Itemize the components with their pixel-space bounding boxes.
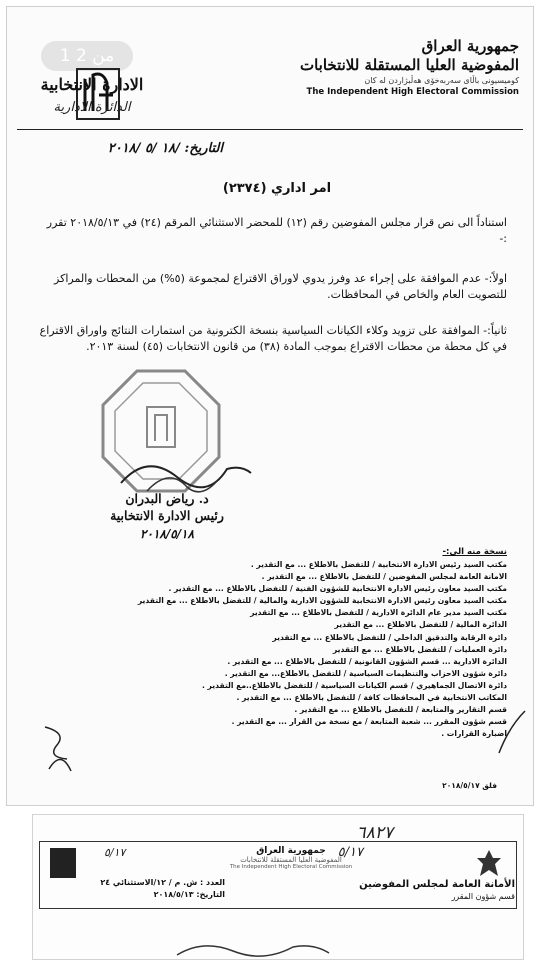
list-item: مكتب السيد معاون رئيس الادارة الانتخابية للشؤون الادارية والمالية / للتفضل بالاطلاع ... مع التقدير [137,596,507,606]
copies-heading: نسخة منه الى:- [442,547,507,557]
ink-date: ٥/١٧ [337,845,363,860]
commission-name-arabic: المفوضية العليا المستقلة للانتخابات [240,856,342,864]
signer-title: رئيس الادارة الانتخابية [110,508,224,523]
ink-number: ٦٨٢٧ [356,823,393,843]
commission-name-english: The Independent High Electoral Commission [229,864,353,870]
letterhead-commission [283,37,519,98]
list-item: الامانة العامة لمجلس المفوضين / للتفضل بالاطلاع ... مع التقدير . [261,572,507,582]
republic-title: جمهورية العراق [421,37,519,55]
signer-name: د. رياض البدران [125,491,209,506]
section-name: قسم شؤون المقرر [451,892,515,901]
handwriting-scribble-icon [173,933,333,960]
list-item: مكتب السيد مدير عام الدائرة الادارية / للتفضل بالاطلاع ... مع التقدير [250,608,507,618]
list-item: دائرة شؤون الاحزاب والتنظيمات السياسية / للتفضل بالاطلاع... مع التقدير . [224,668,507,678]
list-item: مكتب السيد معاون رئيس الادارة الانتخابية للشؤون الفنية / للتفضل بالاطلاع ... مع التقدير . [168,584,507,594]
admin-dept: الدائرة الادارية [53,100,131,115]
date-line [63,141,223,156]
signer-date: ٢٠١٨/٥/١٨ [140,527,194,541]
list-item: اضبارة القرارات . [441,729,507,739]
dept-name: الأمانة العامة لمجلس المفوضين [359,879,515,890]
margin-initial-icon [37,719,83,779]
eagle-emblem-icon [474,846,504,880]
admin-title: الادارة الانتخابية [40,75,144,94]
copies-list [43,547,507,740]
document-page-2 [32,814,524,960]
header-divider [17,129,523,130]
signer-block [87,491,247,541]
margin-bracket-icon [489,707,529,757]
commission-name-arabic: المفوضية العليا المستقلة للانتخابات [299,56,519,74]
letterhead-admin [17,75,167,115]
date-line-2: التاريخ: ٢٠١٨/٥/١٣ [153,890,225,899]
list-item: مكتب السيد رئيس الادارة الانتخابية / للتفضل بالاطلاع ... مع التقدير . [250,560,507,569]
list-item: الدائرة الادارية ... قسم الشؤون القانونية / للتفضل بالاطلاع ... مع التقدير . [227,656,507,666]
list-item: المكاتب الانتخابية في المحافظات كافة / للتفضل بالاطلاع ... مع التقدير . [236,693,507,703]
commission-name-english: The Independent High Electoral Commission [306,87,519,97]
list-item: الدائرة المالية / للتفضل بالاطلاع ... مع التقدير [334,620,507,630]
list-item: قسم التقارير والمتابعة / للتفضل بالاطلاع ... مع التقدير . [294,705,507,715]
date-label: التاريخ: [184,141,223,156]
list-item: دائرة العمليات / للتفضل بالاطلاع ... مع التقدير [332,644,507,654]
letterhead-center [216,846,366,870]
list-item: دائرة الاتصال الجماهيري / قسم الكيانات السياسية / للتفضل بالاطلاع..مع التقدير . [201,680,507,690]
date-value: /١٨ /٥ /٢٠١٨ [107,141,180,156]
order-title: امر اداري (٢٣٧٤) [222,181,332,196]
number-date-block [45,877,225,901]
number-line: العدد : ش. م / ١٢/الاستثنائي ٢٤ [100,878,225,887]
document-page-1 [6,6,534,806]
dept-block [335,879,515,901]
list-item: قسم شؤون المقرر ... شعبة المتابعة / مع نسخة من القرار ... مع التقدير . [231,717,507,727]
body-second-clause: ثانياً:- الموافقة على تزويد وكلاء الكيانات السياسية بنسخة الكترونية من استمارات النتائج واوراق الاقتراع في كل محطة من محطات الاقتراع بموجب المادة (٣٨) من قانون الانتخابات (٤٥) لسنة ٢٠١٣. [39,324,507,353]
body-intro: استناداً الى نص قرار مجلس المفوضين رقم (١٢) للمحضر الاستثنائي المرقم (٢٤) في ٢٠١٨/٥/١٣ تقرر :- [46,216,507,245]
commission-name-kurdish: كومیسیونی باڵای سەربەخۆی هەڵبژاردن لە كان [364,76,519,85]
republic-title: جمهورية العراق [256,846,326,856]
commission-logo-icon [50,848,76,878]
page-indicator-badge: 1 من 2 [41,41,133,71]
stamp-handwriting: ٥/١٧ [104,846,126,859]
list-item: دائرة الرقابة والتدقيق الداخلي / للتفضل بالاطلاع ... مع التقدير [272,632,507,642]
reference-line: فلق ٢٠١٨/٥/١٧ [442,781,497,790]
body-first-clause: اولاً:- عدم الموافقة على إجراء عد وفرز يدوي لاوراق الاقتراع لمجموعة (٥%) من المحطات والمراكز للتصويت العام والخاص في المحافظات. [54,272,507,301]
